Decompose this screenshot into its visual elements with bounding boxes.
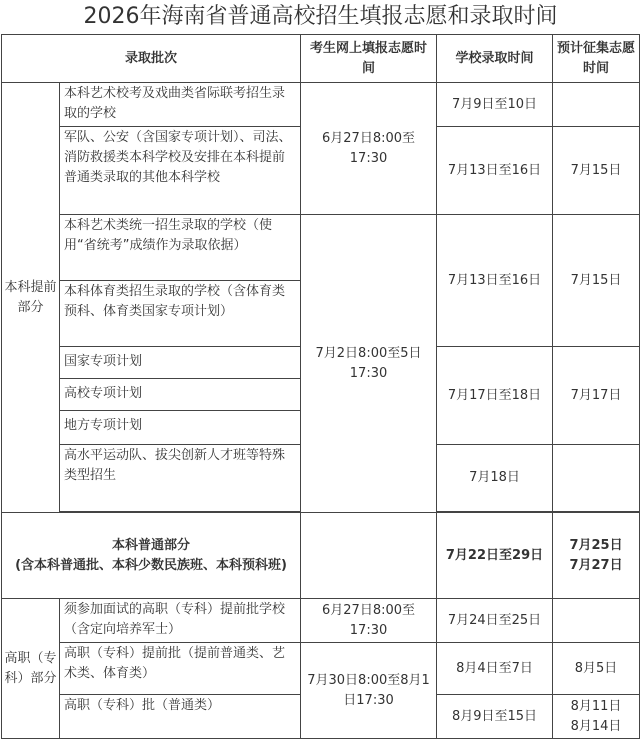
table-row	[2, 83, 640, 127]
batch-name: 军队、公安（含国家专项计划）、司法、消防救援类本科学校及安排在本科提前普通类录取的其他本科学校	[60, 127, 301, 215]
batch-name: 高职（专科）提前批（提前普通类、艺术类、体育类）	[60, 643, 301, 695]
group-ben-early: 本科提前部分	[2, 83, 60, 513]
batch-name: 高水平运动队、拔尖创新人才班等特殊类型招生	[60, 445, 301, 512]
table-row	[2, 599, 640, 643]
table-row	[2, 513, 640, 599]
solicit-time	[553, 83, 640, 127]
table-row	[2, 643, 640, 695]
batch-name: 本科体育类招生录取的学校（含体育类预科、体育类国家专项计划）	[60, 281, 301, 347]
solicit-time: 7月15日	[553, 127, 640, 215]
online-fill-time	[301, 513, 437, 599]
table-row	[2, 215, 640, 281]
header-batch: 录取批次	[2, 35, 301, 83]
online-fill-time: 6月27日8:00至17:30	[301, 83, 437, 215]
batch-name: 本科艺术校考及戏曲类省际联考招生录取的学校	[60, 83, 301, 127]
header-solicit: 预计征集志愿时间	[553, 35, 640, 83]
solicit-time	[553, 445, 640, 512]
solicit-time: 8月11日 8月14日	[553, 695, 640, 739]
header-row	[2, 35, 640, 83]
header-online-fill: 考生网上填报志愿时间	[301, 35, 437, 83]
solicit-time: 8月5日	[553, 643, 640, 695]
online-fill-time: 7月2日8:00至5日17:30	[301, 215, 437, 513]
school-admit-time: 7月24日至25日	[437, 599, 553, 643]
school-admit-time: 7月13日至16日	[437, 127, 553, 215]
batch-name: 国家专项计划	[60, 347, 301, 379]
batch-name: 地方专项计划	[60, 411, 301, 445]
school-admit-time: 7月9日至10日	[437, 83, 553, 127]
school-admit-time: 7月18日	[437, 445, 553, 512]
group-zhuanke: 高职（专科）部分	[2, 599, 60, 739]
school-admit-time: 7月22日至29日	[437, 513, 553, 599]
batch-name: 须参加面试的高职（专科）提前批学校（含定向培养军士）	[60, 599, 301, 643]
solicit-time: 7月17日	[553, 347, 640, 445]
school-admit-time: 8月9日至15日	[437, 695, 553, 739]
header-school-admit: 学校录取时间	[437, 35, 553, 83]
solicit-time: 7月25日 7月27日	[553, 513, 640, 599]
page-title: 2026年海南省普通高校招生填报志愿和录取时间	[83, 4, 558, 29]
school-admit-time: 8月4日至7日	[437, 643, 553, 695]
online-fill-time: 7月30日8:00至8月1日17:30	[301, 643, 437, 739]
school-admit-time: 7月13日至16日	[437, 215, 553, 347]
admission-schedule-table	[1, 34, 640, 739]
batch-name: 高校专项计划	[60, 379, 301, 411]
online-fill-time: 6月27日8:00至17:30	[301, 599, 437, 643]
batch-name: 本科艺术类统一招生录取的学校（使用“省统考”成绩作为录取依据）	[60, 215, 301, 281]
batch-name: 高职（专科）批（普通类）	[60, 695, 301, 739]
school-admit-time: 7月17日至18日	[437, 347, 553, 445]
group-ben-normal: 本科普通部分 (含本科普通批、本科少数民族班、本科预科班)	[2, 513, 301, 599]
solicit-time	[553, 599, 640, 643]
solicit-time: 7月15日	[553, 215, 640, 347]
